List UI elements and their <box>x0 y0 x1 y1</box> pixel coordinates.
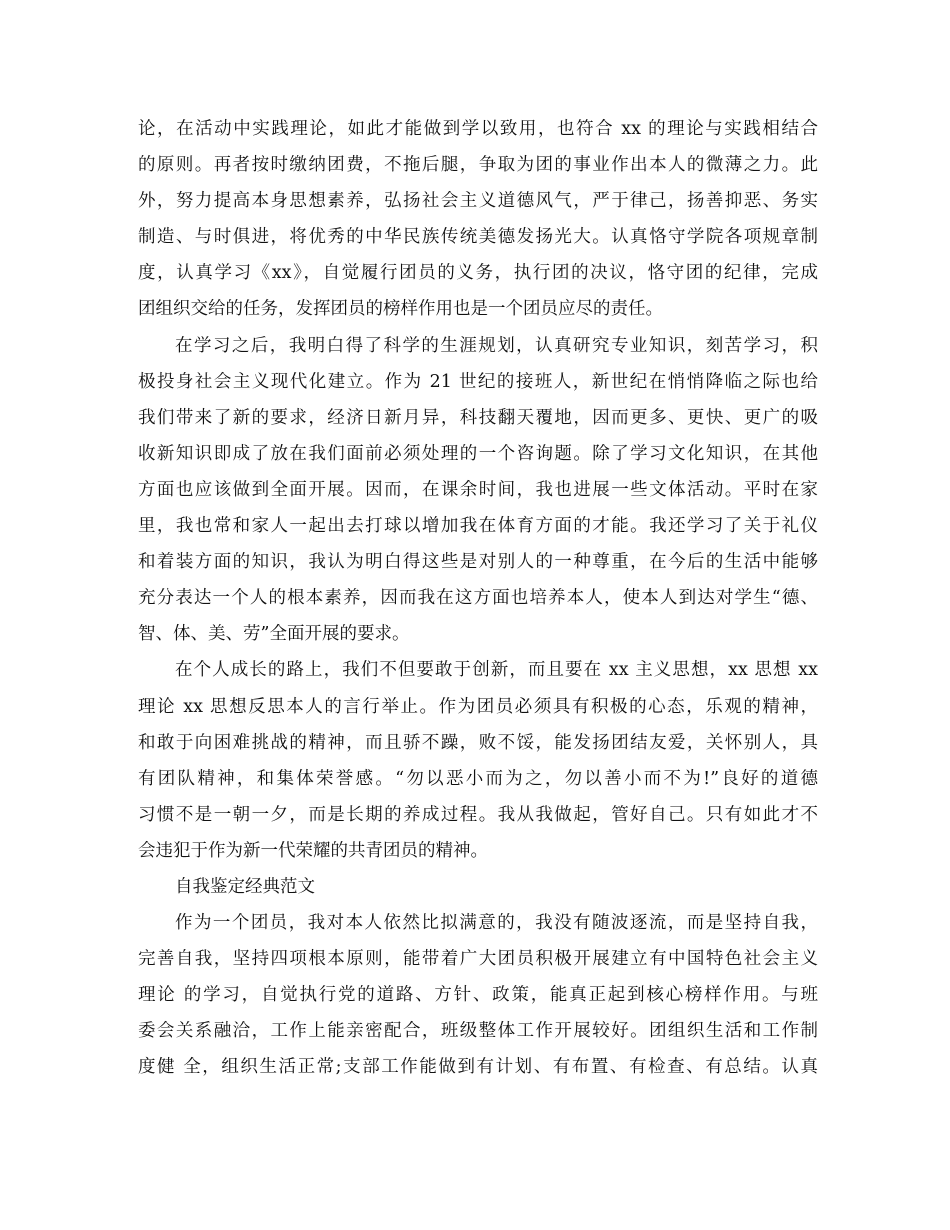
text-line: 和着装方面的知识，我认为明白得这些是对别人的一种尊重，在今后的生活中能够 <box>138 552 818 573</box>
text-line: 自我鉴定经典范文 <box>175 876 315 897</box>
text-line: 收新知识即成了放在我们面前必须处理的一个咨询题。除了学习文化知识，在其他 <box>138 443 818 464</box>
text-line: 智、体、美、劳”全面开展的要求。 <box>138 624 410 645</box>
text-line: 在个人成长的路上，我们不但要敢于创新，而且要在 xx 主义思想，xx 思想 xx <box>175 660 818 681</box>
text-line: 和敢于向困难挑战的精神，而且骄不躁，败不馁，能发扬团结友爱，关怀别人，具 <box>138 732 818 753</box>
text-line: 理论 的学习，自觉执行党的道路、方针、政策，能真正起到核心榜样作用。与班 <box>138 985 818 1006</box>
body-text <box>138 111 818 1086</box>
text-line: 极投身社会主义现代化建立。作为 21 世纪的接班人，新世纪在悄悄降临之际也给 <box>138 371 818 392</box>
text-line: 完善自我，坚持四项根本原则，能带着广大团员积极开展建立有中国特色社会主义 <box>138 949 818 970</box>
text-line: 的原则。再者按时缴纳团费，不拖后腿，争取为团的事业作出本人的微薄之力。此 <box>138 155 818 176</box>
text-line: 理论 xx 思想反思本人的言行举止。作为团员必须具有积极的心态，乐观的精神， <box>138 696 818 717</box>
text-line: 会违犯于作为新一代荣耀的共青团员的精神。 <box>138 840 488 861</box>
text-line: 里，我也常和家人一起出去打球以增加我在体育方面的才能。我还学习了关于礼仪 <box>138 516 818 537</box>
text-line: 度，认真学习《xx》，自觉履行团员的义务，执行团的决议，恪守团的纪律，完成 <box>138 263 818 284</box>
text-line: 习惯不是一朝一夕，而是长期的养成过程。我从我做起，管好自己。只有如此才不 <box>138 804 818 825</box>
text-line: 在学习之后，我明白得了科学的生涯规划，认真研究专业知识，刻苦学习，积 <box>175 335 818 356</box>
text-line: 作为一个团员，我对本人依然比拟满意的，我没有随波逐流，而是坚持自我， <box>175 913 818 934</box>
text-line: 方面也应该做到全面开展。因而，在课余时间，我也进展一些文体活动。平时在家 <box>138 479 818 500</box>
text-line: 我们带来了新的要求，经济日新月异，科技翻天覆地，因而更多、更快、更广的吸 <box>138 407 818 428</box>
text-line: 论，在活动中实践理论，如此才能做到学以致用，也符合 xx 的理论与实践相结合 <box>138 119 818 139</box>
text-line: 委会关系融洽，工作上能亲密配合，班级整体工作开展较好。团组织生活和工作制 <box>138 1021 818 1042</box>
text-line: 团组织交给的任务，发挥团员的榜样作用也是一个团员应尽的责任。 <box>138 299 663 320</box>
text-line: 外，努力提高本身思想素养，弘扬社会主义道德风气，严于律己，扬善抑恶、务实 <box>138 191 818 212</box>
text-line: 充分表达一个人的根本素养，因而我在这方面也培养本人，使本人到达对学生“德、 <box>138 588 818 609</box>
text-line: 度健 全，组织生活正常;支部工作能做到有计划、有布置、有检查、有总结。认真 <box>138 1057 818 1078</box>
text-line: 制造、与时俱进，将优秀的中华民族传统美德发扬光大。认真恪守学院各项规章制 <box>138 227 818 248</box>
text-line: 有团队精神，和集体荣誉感。“勿以恶小而为之，勿以善小而不为!”良好的道德 <box>138 768 818 789</box>
